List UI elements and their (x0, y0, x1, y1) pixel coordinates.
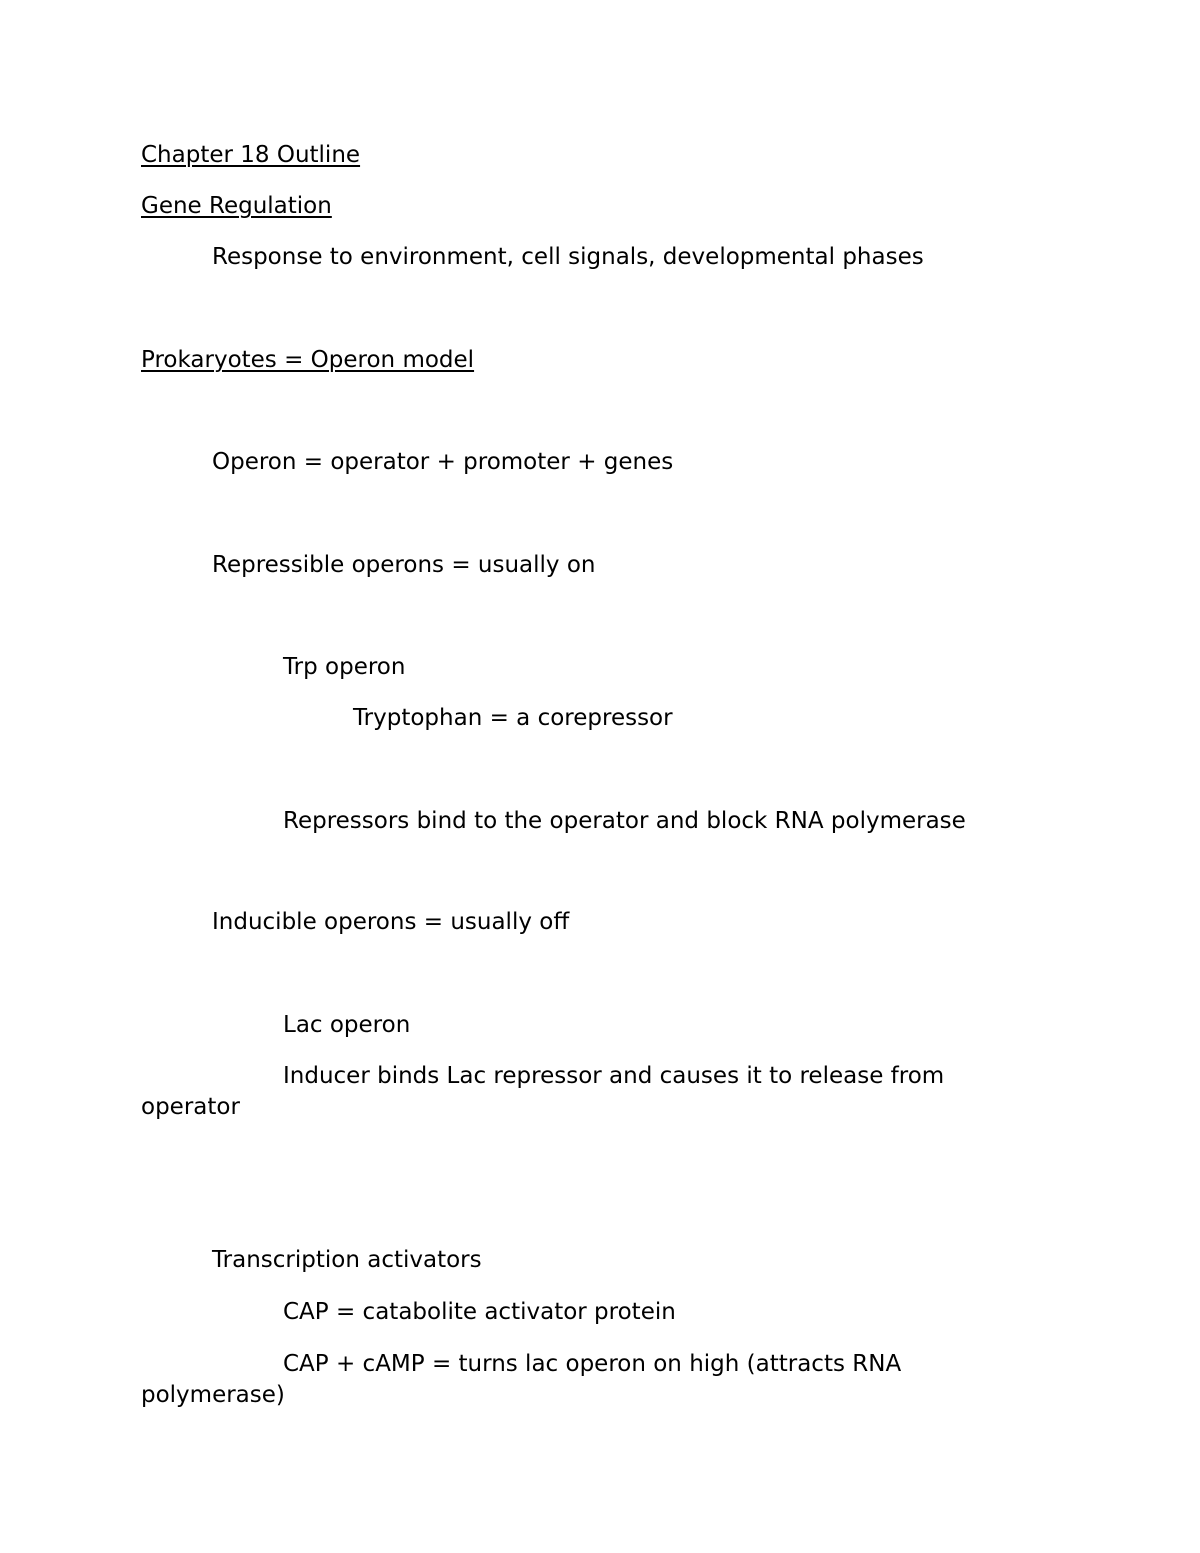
document-title: Chapter 18 Outline (141, 142, 361, 168)
operon-definition: Operon = operator + promoter + genes (212, 449, 674, 475)
trp-operon-item: Trp operon (283, 654, 406, 680)
cap-camp-item-line1: CAP + cAMP = turns lac operon on high (attracts RNA (283, 1351, 902, 1377)
repressible-operons-heading: Repressible operons = usually on (212, 552, 596, 578)
tryptophan-item: Tryptophan = a corepressor (353, 705, 673, 731)
transcription-activators-heading: Transcription activators (212, 1247, 482, 1273)
cap-definition-item: CAP = catabolite activator protein (283, 1299, 676, 1325)
response-line: Response to environment, cell signals, developmental phases (212, 244, 924, 270)
cap-camp-item-line2: polymerase) (141, 1382, 285, 1408)
inducer-item-line1: Inducer binds Lac repressor and causes it to release from (283, 1063, 945, 1089)
inducible-operons-heading: Inducible operons = usually off (212, 909, 570, 935)
repressors-item: Repressors bind to the operator and block RNA polymerase (283, 808, 966, 834)
prokaryotes-heading: Prokaryotes = Operon model (141, 347, 475, 373)
section-heading-gene-regulation: Gene Regulation (141, 193, 332, 219)
lac-operon-item: Lac operon (283, 1012, 411, 1038)
inducer-item-line2: operator (141, 1094, 240, 1120)
